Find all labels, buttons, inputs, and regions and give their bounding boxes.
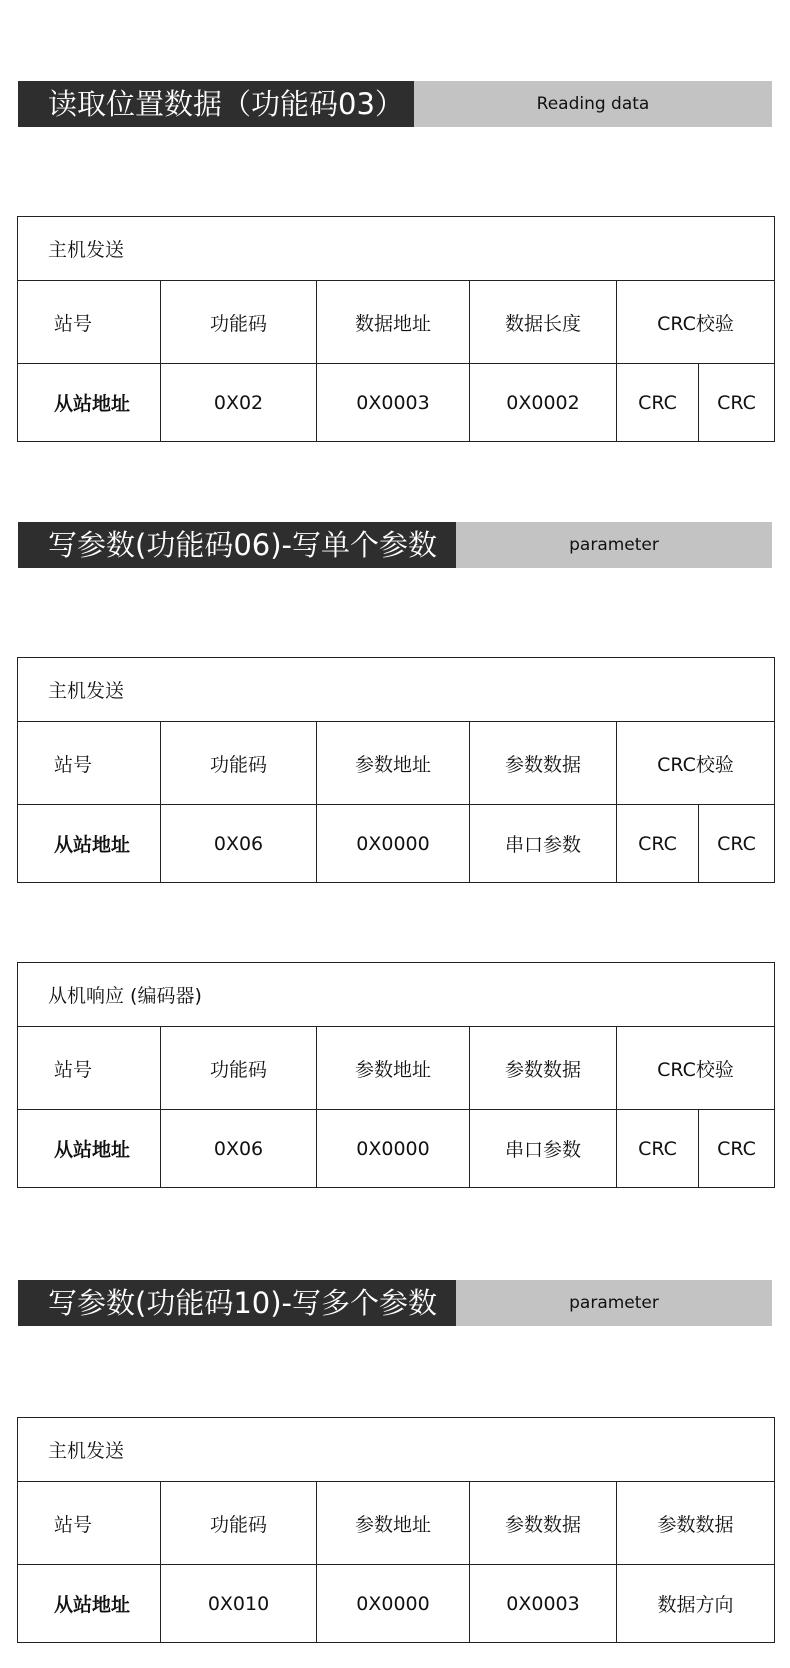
write-multiple-request-table bbox=[17, 1417, 775, 1643]
data-cell: 0X0002 bbox=[470, 364, 617, 442]
write-single-request-table bbox=[17, 657, 775, 883]
section-title: 写参数(功能码10)-写多个参数 bbox=[18, 1280, 456, 1326]
write-single-response-table bbox=[17, 962, 775, 1188]
func-code-cell: 0X06 bbox=[161, 805, 317, 883]
table-header: 主机发送 bbox=[18, 658, 775, 722]
column-header: 参数地址 bbox=[317, 722, 470, 805]
section-label: Reading data bbox=[414, 81, 772, 127]
station-cell: 从站地址 bbox=[18, 805, 161, 883]
address-cell: 0X0000 bbox=[317, 1565, 470, 1643]
table-header: 主机发送 bbox=[18, 217, 775, 281]
column-header: 参数数据 bbox=[470, 722, 617, 805]
section-banner-write-multiple bbox=[18, 1280, 772, 1326]
direction-cell: 数据方向 bbox=[617, 1565, 775, 1643]
station-cell: 从站地址 bbox=[18, 1110, 161, 1188]
column-header: CRC校验 bbox=[617, 722, 775, 805]
station-cell: 从站地址 bbox=[18, 1565, 161, 1643]
column-header: 数据长度 bbox=[470, 281, 617, 364]
section-label: parameter bbox=[456, 522, 772, 568]
column-header: 站号 bbox=[18, 722, 161, 805]
column-header: 站号 bbox=[18, 281, 161, 364]
column-header: 站号 bbox=[18, 1027, 161, 1110]
column-header: 数据地址 bbox=[317, 281, 470, 364]
column-header: 功能码 bbox=[161, 722, 317, 805]
column-header: 参数数据 bbox=[470, 1482, 617, 1565]
column-header: 参数地址 bbox=[317, 1027, 470, 1110]
section-title: 写参数(功能码06)-写单个参数 bbox=[18, 522, 456, 568]
section-banner-write-single bbox=[18, 522, 772, 568]
func-code-cell: 0X06 bbox=[161, 1110, 317, 1188]
column-header: 站号 bbox=[18, 1482, 161, 1565]
column-header: 参数地址 bbox=[317, 1482, 470, 1565]
address-cell: 0X0000 bbox=[317, 805, 470, 883]
read-request-table bbox=[17, 216, 775, 442]
column-header: CRC校验 bbox=[617, 1027, 775, 1110]
data-cell: 0X0003 bbox=[470, 1565, 617, 1643]
section-banner-read bbox=[18, 81, 772, 127]
station-cell: 从站地址 bbox=[18, 364, 161, 442]
column-header: CRC校验 bbox=[617, 281, 775, 364]
column-header: 参数数据 bbox=[617, 1482, 775, 1565]
crc-cell: CRC bbox=[699, 364, 775, 442]
address-cell: 0X0003 bbox=[317, 364, 470, 442]
crc-cell: CRC bbox=[617, 364, 699, 442]
section-label: parameter bbox=[456, 1280, 772, 1326]
data-cell: 串口参数 bbox=[470, 805, 617, 883]
table-header: 主机发送 bbox=[18, 1418, 775, 1482]
column-header: 功能码 bbox=[161, 1482, 317, 1565]
func-code-cell: 0X010 bbox=[161, 1565, 317, 1643]
crc-cell: CRC bbox=[699, 1110, 775, 1188]
data-cell: 串口参数 bbox=[470, 1110, 617, 1188]
func-code-cell: 0X02 bbox=[161, 364, 317, 442]
column-header: 功能码 bbox=[161, 281, 317, 364]
column-header: 功能码 bbox=[161, 1027, 317, 1110]
crc-cell: CRC bbox=[699, 805, 775, 883]
table-header: 从机响应 (编码器) bbox=[18, 963, 775, 1027]
column-header: 参数数据 bbox=[470, 1027, 617, 1110]
address-cell: 0X0000 bbox=[317, 1110, 470, 1188]
crc-cell: CRC bbox=[617, 1110, 699, 1188]
crc-cell: CRC bbox=[617, 805, 699, 883]
section-title: 读取位置数据（功能码03） bbox=[18, 81, 414, 127]
